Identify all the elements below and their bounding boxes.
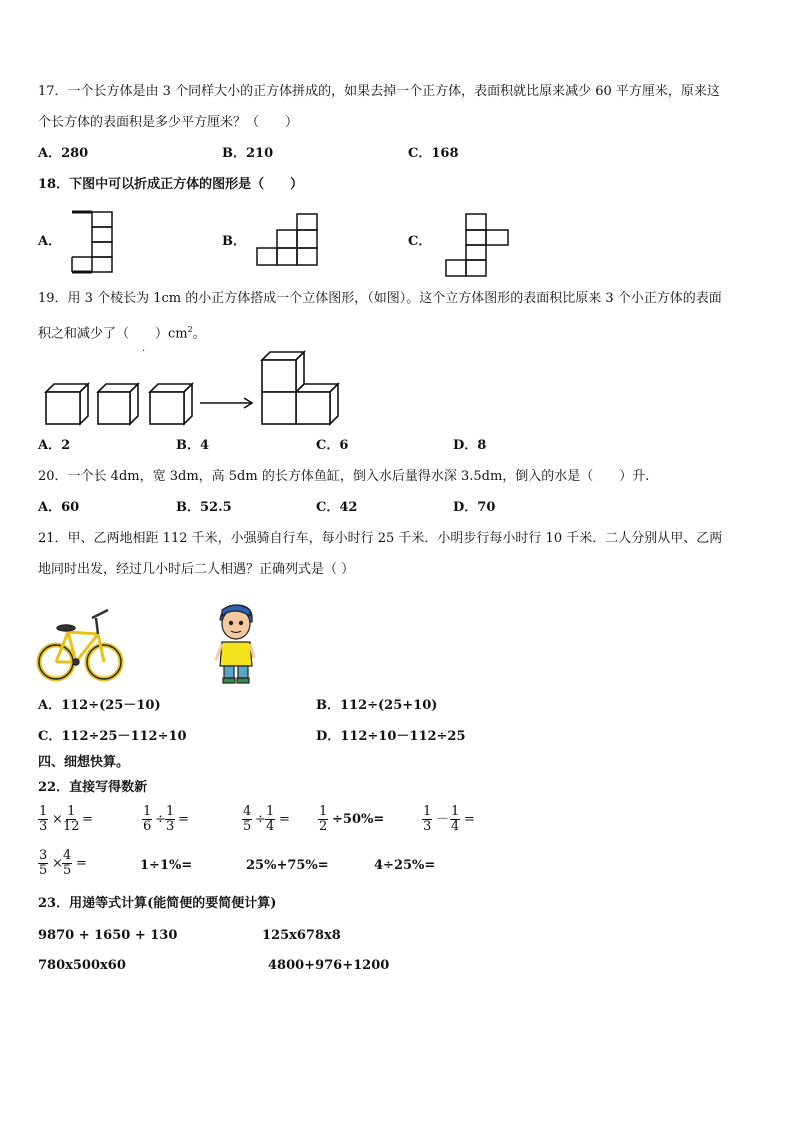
q23-stem: 23．用递等式计算(能简便的要简便计算) xyxy=(38,896,277,911)
q18-label-b[interactable]: B． xyxy=(222,234,246,249)
q17-option-a[interactable]: A．280 xyxy=(38,146,89,161)
q22-item-7: 1÷1%= xyxy=(140,858,193,873)
q17-line1: 17．一个长方体是由 3 个同样大小的正方体拼成的，如果去掉一个正方体，表面积就比原来减少 60 平方厘米，原来这 xyxy=(38,84,720,99)
boy-walking-icon xyxy=(214,602,258,686)
q18-label-c[interactable]: C． xyxy=(408,234,432,249)
q21-option-d[interactable]: D．112÷10－112÷25 xyxy=(316,729,466,744)
q19-line2: 积之和减少了（ ）$cm^2$。 xyxy=(38,325,206,342)
q19-option-d[interactable]: D．8 xyxy=(453,438,487,453)
q20-option-c[interactable]: C．42 xyxy=(316,500,358,515)
q20-option-b[interactable]: B．52.5 xyxy=(176,500,232,515)
q21-option-c[interactable]: C．112÷25－112÷10 xyxy=(38,729,187,744)
q23-item-1: 9870 + 1650 + 130 xyxy=(38,928,178,943)
q23-item-3: 780x500x60 xyxy=(38,958,126,973)
q18-net-a xyxy=(68,210,116,276)
q21-option-b[interactable]: B．112÷(25+10) xyxy=(316,698,438,713)
q19-line1: 19．用 3 个棱长为 1cm 的小正方体搭成一个立体图形，（如图）。这个立方体图形的表面积比原来 3 个小正方体的表面 xyxy=(38,291,722,306)
bicycle-icon xyxy=(36,604,124,684)
q21-line1: 21．甲、乙两地相距 112 千米，小强骑自行车，每小时行 25 千米．小明步行每小时行 10 千米．二人分别从甲、乙两 xyxy=(38,531,723,546)
q19-cubes-figure xyxy=(40,350,346,426)
q19-option-b[interactable]: B．4 xyxy=(176,438,210,453)
q22-item-8: 25%+75%= xyxy=(246,858,329,873)
q22-item-9: 4÷25%= xyxy=(374,858,436,873)
section-4-title: 四、细想快算。 xyxy=(38,755,130,770)
q18-stem: 18．下图中可以折成正方体的图形是（ ） xyxy=(38,177,304,192)
q17-option-c[interactable]: C．168 xyxy=(408,146,459,161)
q23-item-4: 4800+976+1200 xyxy=(268,958,390,973)
q20-stem: 20．一个长 4dm，宽 3dm，高 5dm 的长方体鱼缸，倒入水后量得水深 3.5dm，倒入的水是（ ）升. xyxy=(38,469,650,484)
q18-label-a[interactable]: A． xyxy=(38,234,62,249)
q17-line2: 个长方体的表面积是多少平方厘米？（ ） xyxy=(38,115,299,130)
q19-option-a[interactable]: A．2 xyxy=(38,438,71,453)
stray-dot: · xyxy=(142,346,146,357)
q18-net-b xyxy=(253,212,323,268)
q23-item-2: 125x678x8 xyxy=(262,928,341,943)
q18-net-c xyxy=(442,212,512,278)
q20-option-a[interactable]: A．60 xyxy=(38,500,80,515)
q21-line2: 地同时出发，经过几小时后二人相遇？正确列式是（ ） xyxy=(38,562,355,577)
q22-stem: 22．直接写得数新 xyxy=(38,780,148,795)
q17-option-b[interactable]: B．210 xyxy=(222,146,274,161)
q21-option-a[interactable]: A．112÷(25－10) xyxy=(38,698,161,713)
q20-option-d[interactable]: D．70 xyxy=(453,500,496,515)
q19-option-c[interactable]: C．6 xyxy=(316,438,349,453)
